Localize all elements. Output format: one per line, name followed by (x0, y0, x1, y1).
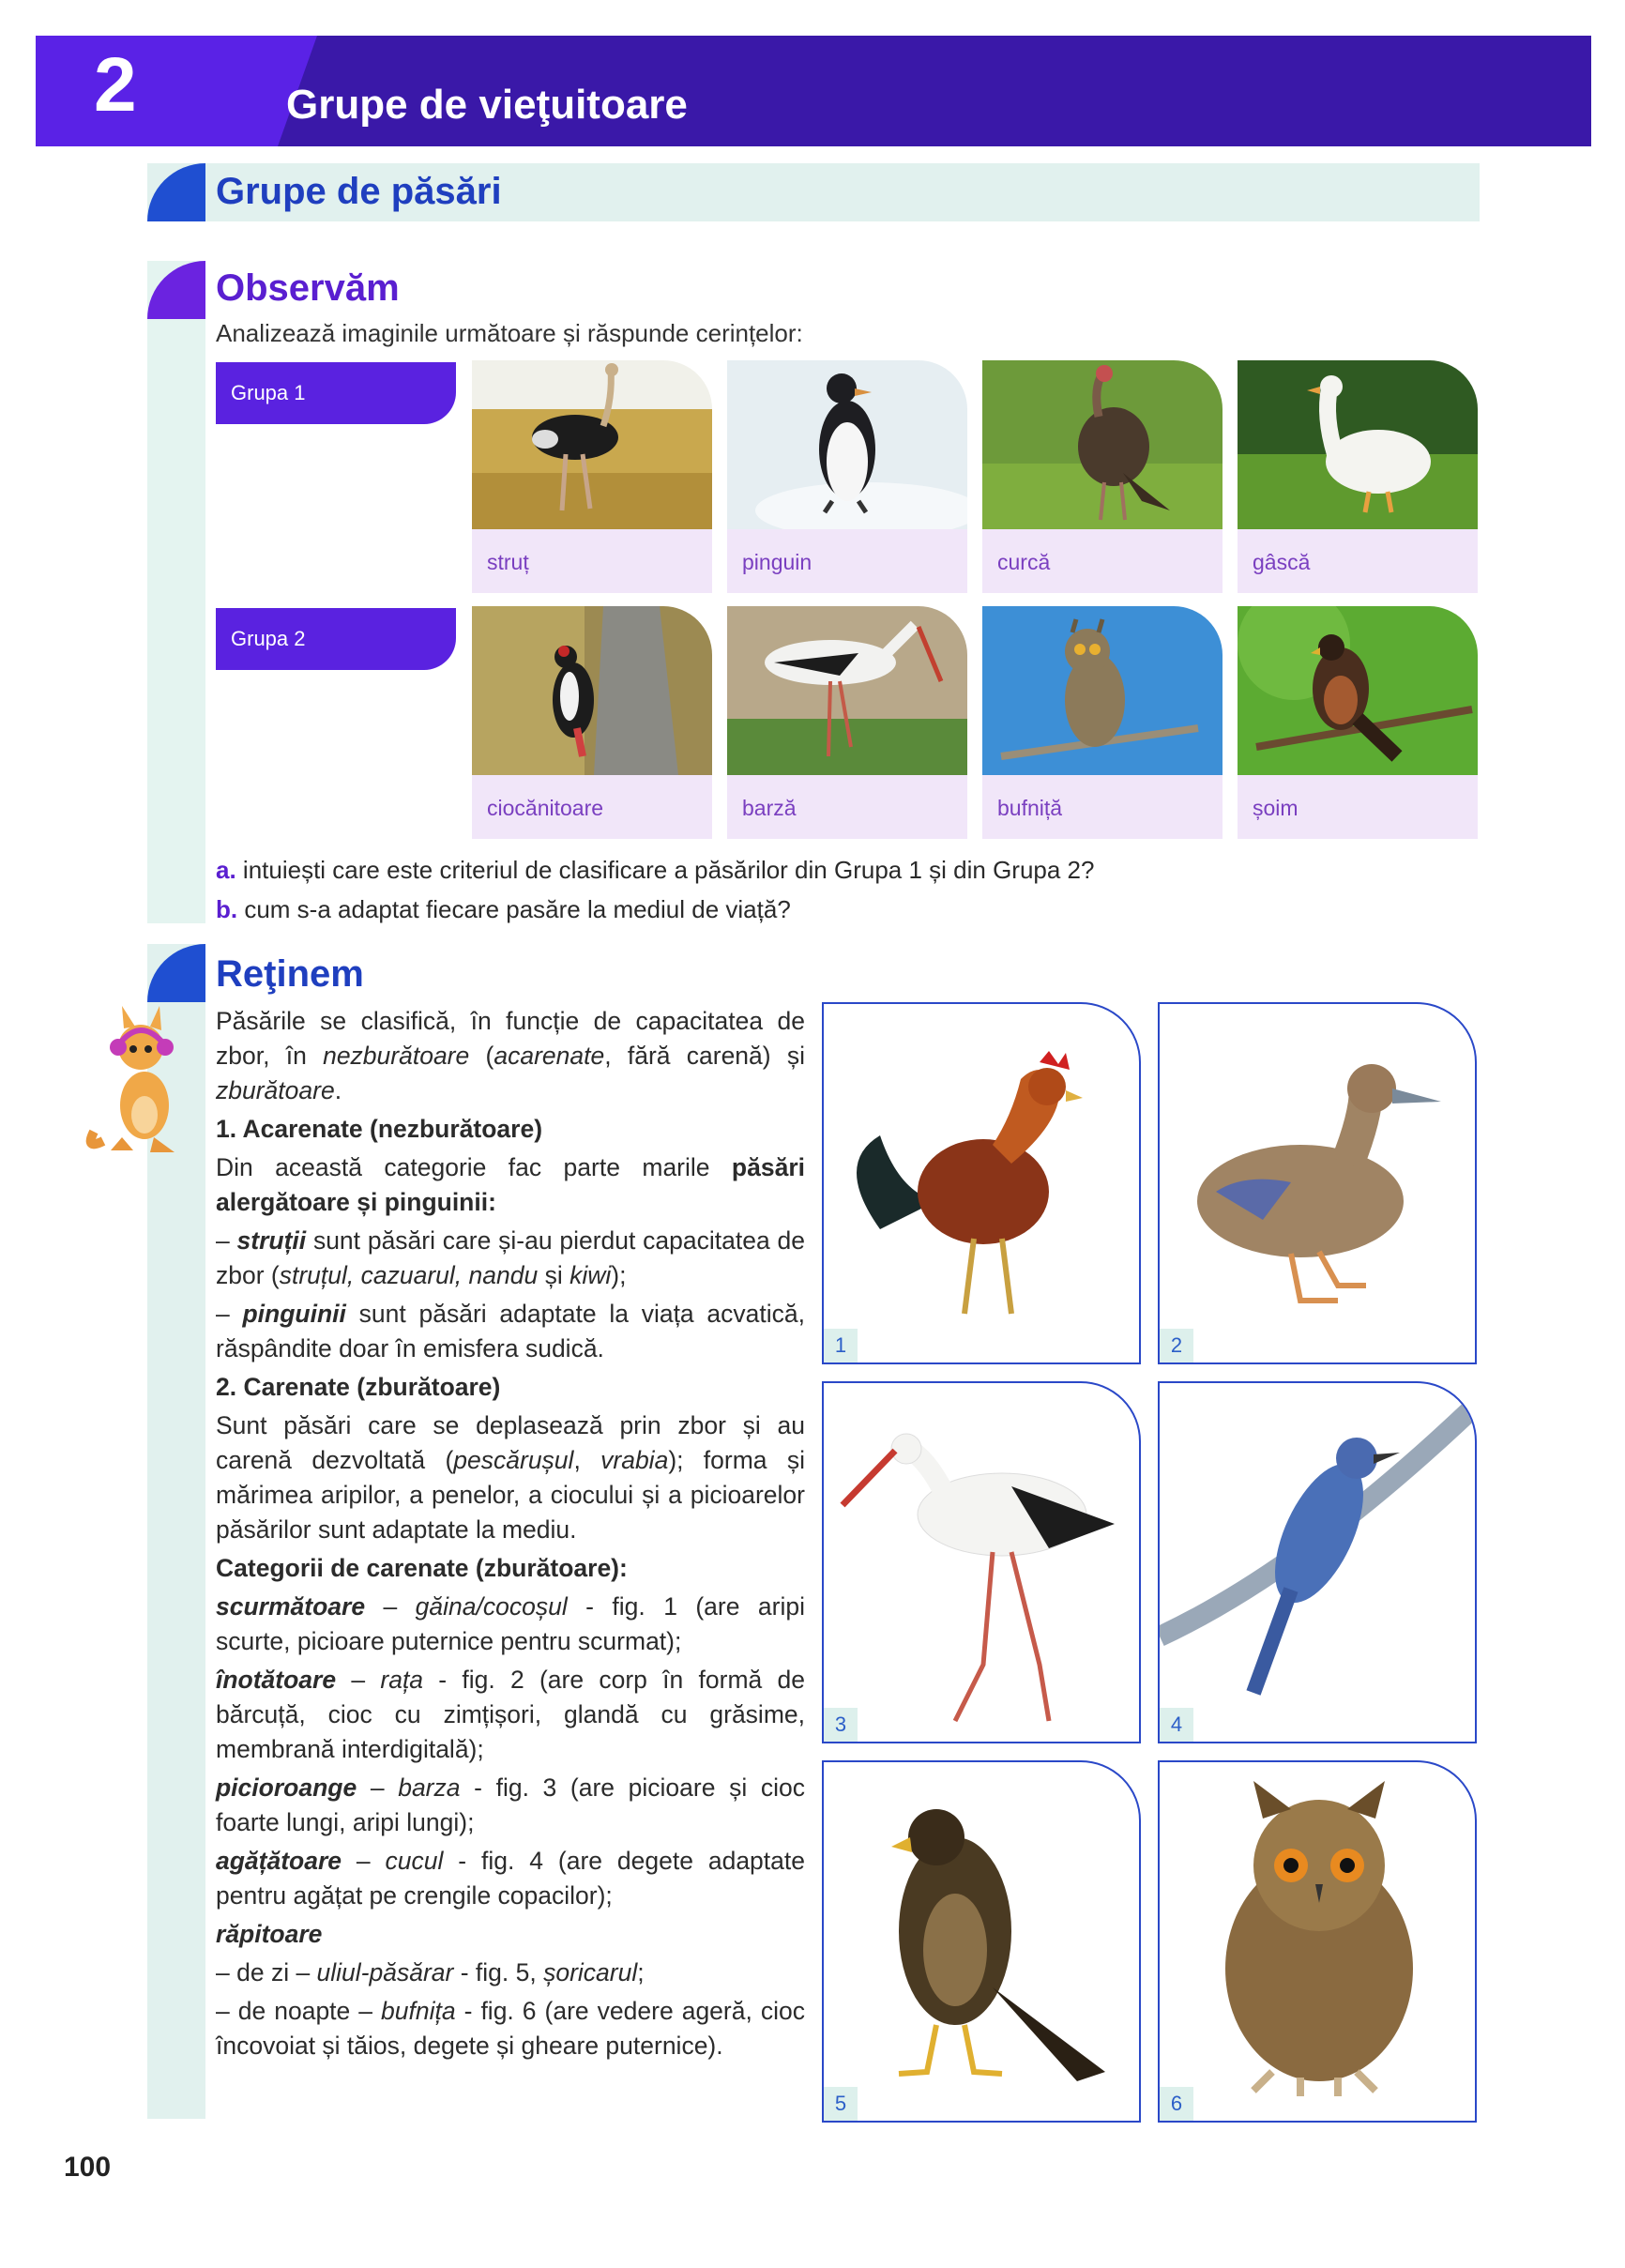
figure-2-duck (1158, 1002, 1477, 1364)
figure-number: 2 (1160, 1329, 1193, 1362)
item-struti: – struții sunt păsări care și-au pierdut capacitatea de zbor (struțul, cazuarul, nandu și kiwi); (216, 1226, 805, 1289)
bird-caption: bufniță (982, 775, 1223, 839)
figure-number: 6 (1160, 2087, 1193, 2121)
paragraph-carenate: Sunt păsări care se deplasează prin zbor și au carenă dezvoltată (pescărușul, vrabia); forma și mărimea aripilor, a penelor, a ciocului și a picioarelor păsărilor sunt adaptate la mediu. (216, 1411, 805, 1544)
bird-caption: struț (472, 529, 712, 593)
bird-caption: ciocănitoare (472, 775, 712, 839)
bird-card-owl (982, 606, 1223, 839)
figure-4-cuckoo (1158, 1381, 1477, 1743)
penguin-photo (727, 360, 967, 529)
observe-strip (147, 261, 205, 923)
remember-text (216, 1004, 805, 2067)
heading-acarenate: 1. Acarenate (nezburătoare) (216, 1115, 543, 1143)
bird-card-woodpecker (472, 606, 712, 839)
bird-caption: barză (727, 775, 967, 839)
section-title: Grupe de păsări (216, 171, 502, 212)
category-scurmatoare: scurmătoare – găina/cocoșul - fig. 1 (are aripi scurte, picioare puternice pentru scurmat); (216, 1592, 805, 1655)
bird-card-ostrich (472, 360, 712, 593)
chapter-number-tab (36, 36, 317, 146)
group-2-label: Grupa 2 (216, 608, 456, 670)
figure-number: 1 (824, 1329, 858, 1362)
raptors-day: – de zi – uliul-păsărar - fig. 5, șoricarul; (216, 1958, 645, 1986)
figure-1-rooster (822, 1002, 1141, 1364)
figure-number: 4 (1160, 1708, 1193, 1742)
figure-number: 5 (824, 2087, 858, 2121)
turkey-photo (982, 360, 1223, 529)
group-1-label: Grupa 1 (216, 362, 456, 424)
bird-card-goose (1238, 360, 1478, 593)
bird-card-stork (727, 606, 967, 839)
chapter-number: 2 (94, 42, 137, 128)
category-inotatoare: înotătoare – rața - fig. 2 (are corp în formă de bărcuță, cioc cu zimțișori, glandă cu grăsime, membrană interdigitală); (216, 1666, 806, 1763)
owl-photo (982, 606, 1223, 775)
chapter-header (36, 36, 1591, 146)
figure-5-hawk (822, 1760, 1141, 2123)
bird-caption: gâscă (1238, 529, 1478, 593)
remember-title: Reţinem (216, 953, 364, 995)
figure-6-owl (1158, 1760, 1477, 2123)
stork-photo (727, 606, 967, 775)
chapter-title: Grupe de vieţuitoare (286, 82, 688, 128)
page-number: 100 (64, 2152, 112, 2183)
category-agatatoare: agățătoare – cucul - fig. 4 (are degete adaptate pentru agățat pe crengile copacilor); (216, 1847, 805, 1910)
raptors-night: – de noapte – bufnița - fig. 6 (are vedere ageră, cioc încovoiat și tăios, degete și gheare puternice). (216, 1997, 805, 2060)
goose-photo (1238, 360, 1478, 529)
kangaroo-mascot-icon (84, 1000, 197, 1160)
bird-card-turkey (982, 360, 1223, 593)
heading-categories: Categorii de carenate (zburătoare): (216, 1554, 628, 1582)
bird-caption: curcă (982, 529, 1223, 593)
question-a: a. intuiești care este criteriul de clasificare a păsărilor din Grupa 1 și din Grupa 2? (216, 856, 1095, 884)
category-rapitoare: răpitoare (216, 1920, 323, 1948)
bird-card-falcon (1238, 606, 1478, 839)
item-pinguini: – pinguinii sunt păsări adaptate la viața acvatică, răspândite doar în emisfera sudică. (216, 1300, 805, 1362)
figure-number: 3 (824, 1708, 858, 1742)
bird-caption: pinguin (727, 529, 967, 593)
intro-paragraph: Păsările se clasifică, în funcție de capacitatea de zbor, în nezburătoare (acarenate, fără carenă) și zburătoare. (216, 1007, 806, 1104)
heading-carenate: 2. Carenate (zburătoare) (216, 1373, 501, 1401)
category-picioroange: picioroange – barza - fig. 3 (are picioare și cioc foarte lungi, aripi lungi); (216, 1773, 805, 1836)
falcon-photo (1238, 606, 1478, 775)
bird-caption: șoim (1238, 775, 1478, 839)
question-b: b. cum s-a adaptat fiecare pasăre la mediul de viață? (216, 895, 791, 923)
ostrich-photo (472, 360, 712, 529)
paragraph-acarenate: Din această categorie fac parte marile păsări alergătoare și pinguinii: (216, 1153, 805, 1216)
woodpecker-photo (472, 606, 712, 775)
figure-3-stork (822, 1381, 1141, 1743)
observe-title: Observăm (216, 267, 400, 309)
observe-intro: Analizează imaginile următoare și răspunde cerințelor: (216, 319, 803, 347)
bird-card-penguin (727, 360, 967, 593)
